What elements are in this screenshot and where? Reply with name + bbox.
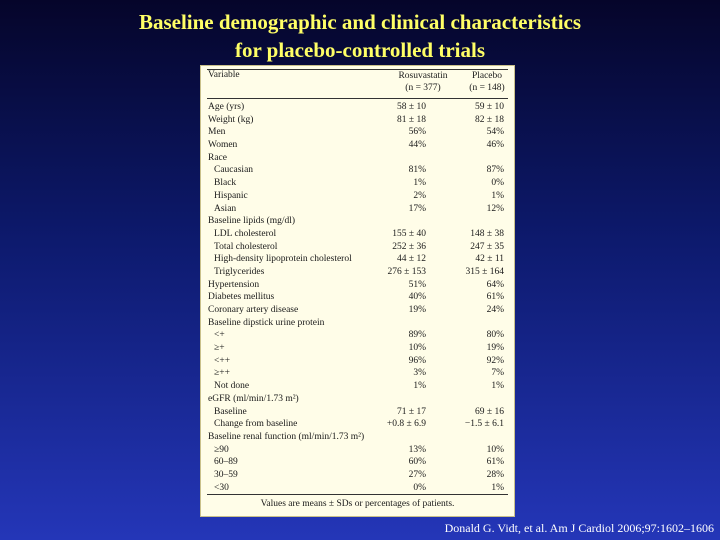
row-label: Triglycerides: [214, 266, 265, 277]
rosuvastatin-value: 1%: [413, 178, 426, 189]
row-label: Age (yrs): [208, 102, 245, 112]
row-label: Baseline renal function (ml/min/1.73 m²): [208, 431, 365, 442]
table-row: [201, 291, 514, 304]
placebo-value: 315 ± 164: [465, 266, 504, 277]
placebo-value: 28%: [486, 469, 504, 480]
table-row: [201, 241, 514, 254]
rosuvastatin-value: 252 ± 36: [392, 241, 426, 252]
table-row: [201, 355, 514, 368]
slide-title: [0, 8, 720, 64]
placebo-value: 61%: [486, 457, 504, 468]
row-label: Change from baseline: [214, 419, 298, 430]
row-label: Weight (kg): [208, 114, 254, 125]
rosuvastatin-value: 44 ± 12: [397, 254, 426, 265]
table-row: [201, 456, 514, 469]
placebo-value: 61%: [486, 292, 504, 303]
placebo-value: 10%: [486, 444, 504, 455]
table-body: [201, 101, 514, 494]
rosuvastatin-value: +0.8 ± 6.9: [386, 419, 426, 430]
table-row: [201, 228, 514, 241]
slide-title-line-1: Baseline demographic and clinical characteristics: [138, 10, 582, 34]
rosuvastatin-value: 96%: [408, 355, 426, 366]
row-label: ≥++: [214, 368, 230, 379]
table-row: [201, 444, 514, 457]
table-row: [201, 215, 514, 228]
table-row: [201, 304, 514, 317]
rosuvastatin-value: 2%: [413, 190, 426, 201]
header-rosuvastatin: [383, 70, 463, 94]
table-row: [201, 418, 514, 431]
placebo-value: 7%: [491, 368, 504, 379]
row-label: Baseline lipids (mg/dl): [208, 216, 296, 227]
table-row: [201, 152, 514, 165]
characteristics-table: [200, 65, 515, 517]
row-label: Race: [208, 152, 227, 163]
table-row: [201, 469, 514, 482]
row-label: Hypertension: [208, 279, 260, 290]
table-row: [201, 279, 514, 292]
row-label: <+: [214, 330, 225, 341]
table-bottom-rule: [207, 494, 508, 495]
row-label: Baseline dipstick urine protein: [208, 317, 325, 328]
row-label: Coronary artery disease: [208, 305, 299, 315]
row-label: High-density lipoprotein cholesterol: [214, 254, 352, 265]
table-row: [201, 203, 514, 216]
table-row: [201, 329, 514, 342]
row-label: Baseline: [214, 406, 247, 417]
table-row: [201, 406, 514, 419]
table-header-rule: [207, 98, 508, 99]
placebo-value: −1.5 ± 6.1: [464, 419, 504, 430]
table-row: [201, 114, 514, 127]
row-label: Diabetes mellitus: [208, 292, 275, 303]
rosuvastatin-value: 81%: [408, 165, 426, 176]
table-footnote: Values are means ± SDs or percentages of patients.: [260, 499, 455, 509]
row-label: Asian: [214, 203, 237, 214]
placebo-value: 148 ± 38: [470, 228, 504, 239]
placebo-value: 92%: [486, 355, 504, 366]
rosuvastatin-value: 13%: [408, 444, 426, 455]
table-row: [201, 342, 514, 355]
row-label: Caucasian: [214, 165, 254, 176]
rosuvastatin-value: 51%: [408, 279, 426, 290]
placebo-value: 54%: [486, 127, 504, 138]
row-label: Not done: [214, 381, 250, 392]
table-row: [201, 177, 514, 190]
header-placebo-name: Placebo: [471, 71, 503, 81]
table-row: [201, 139, 514, 152]
placebo-value: 64%: [486, 279, 504, 290]
table-row: [201, 190, 514, 203]
row-label: 30–59: [214, 469, 238, 480]
rosuvastatin-value: 0%: [413, 482, 426, 493]
rosuvastatin-value: 155 ± 40: [392, 228, 426, 239]
rosuvastatin-value: 81 ± 18: [397, 114, 426, 125]
rosuvastatin-value: 276 ± 153: [387, 266, 426, 277]
slide-title-line-2: for placebo-controlled trials: [234, 38, 486, 62]
placebo-value: 69 ± 16: [475, 406, 504, 417]
rosuvastatin-value: 58 ± 10: [397, 102, 426, 112]
rosuvastatin-value: 27%: [408, 469, 426, 480]
table-header: [201, 70, 514, 98]
placebo-value: 46%: [486, 140, 504, 151]
rosuvastatin-value: 19%: [408, 305, 426, 315]
rosuvastatin-value: 3%: [413, 368, 426, 379]
placebo-value: 12%: [486, 203, 504, 214]
placebo-value: 0%: [491, 178, 504, 189]
rosuvastatin-value: 17%: [408, 203, 426, 214]
rosuvastatin-value: 1%: [413, 381, 426, 392]
row-label: Women: [208, 140, 238, 151]
row-label: LDL cholesterol: [214, 228, 277, 239]
rosuvastatin-value: 60%: [408, 457, 426, 468]
row-label: Men: [208, 127, 226, 138]
table-row: [201, 164, 514, 177]
header-placebo: [457, 70, 517, 94]
rosuvastatin-value: 71 ± 17: [397, 406, 426, 417]
row-label: Black: [214, 178, 237, 189]
rosuvastatin-value: 10%: [408, 343, 426, 354]
placebo-value: 1%: [491, 482, 504, 493]
placebo-value: 82 ± 18: [475, 114, 504, 125]
header-rosuvastatin-name: Rosuvastatin: [398, 71, 448, 81]
header-variable: Variable: [208, 70, 240, 80]
table-row: [201, 126, 514, 139]
table-row: [201, 266, 514, 279]
row-label: <++: [214, 355, 231, 366]
row-label: ≥+: [214, 343, 225, 354]
table-row: [201, 101, 514, 114]
placebo-value: 42 ± 11: [475, 254, 504, 265]
placebo-value: 1%: [491, 381, 504, 392]
placebo-value: 59 ± 10: [475, 102, 504, 112]
rosuvastatin-value: 44%: [408, 140, 426, 151]
table-row: [201, 482, 514, 495]
placebo-value: 1%: [491, 190, 504, 201]
rosuvastatin-value: 89%: [408, 330, 426, 341]
row-label: 60–89: [214, 457, 238, 468]
table-row: [201, 367, 514, 380]
row-label: Total cholesterol: [214, 241, 278, 252]
table-row: [201, 317, 514, 330]
table-row: [201, 393, 514, 406]
rosuvastatin-value: 40%: [408, 292, 426, 303]
row-label: eGFR (ml/min/1.73 m²): [208, 393, 299, 404]
table-row: [201, 253, 514, 266]
row-label: <30: [214, 482, 229, 493]
rosuvastatin-value: 56%: [408, 127, 426, 138]
placebo-value: 80%: [486, 330, 504, 341]
header-rosuvastatin-n: (n = 377): [405, 83, 441, 93]
citation: Donald G. Vidt, et al. Am J Cardiol 2006;97:1602–1606: [444, 521, 714, 535]
placebo-value: 19%: [486, 343, 504, 354]
header-placebo-n: (n = 148): [469, 83, 505, 93]
table-row: [201, 380, 514, 393]
row-label: ≥90: [214, 444, 229, 455]
placebo-value: 87%: [486, 165, 504, 176]
placebo-value: 247 ± 35: [470, 241, 504, 252]
table-row: [201, 431, 514, 444]
placebo-value: 24%: [486, 305, 504, 315]
row-label: Hispanic: [214, 190, 248, 201]
